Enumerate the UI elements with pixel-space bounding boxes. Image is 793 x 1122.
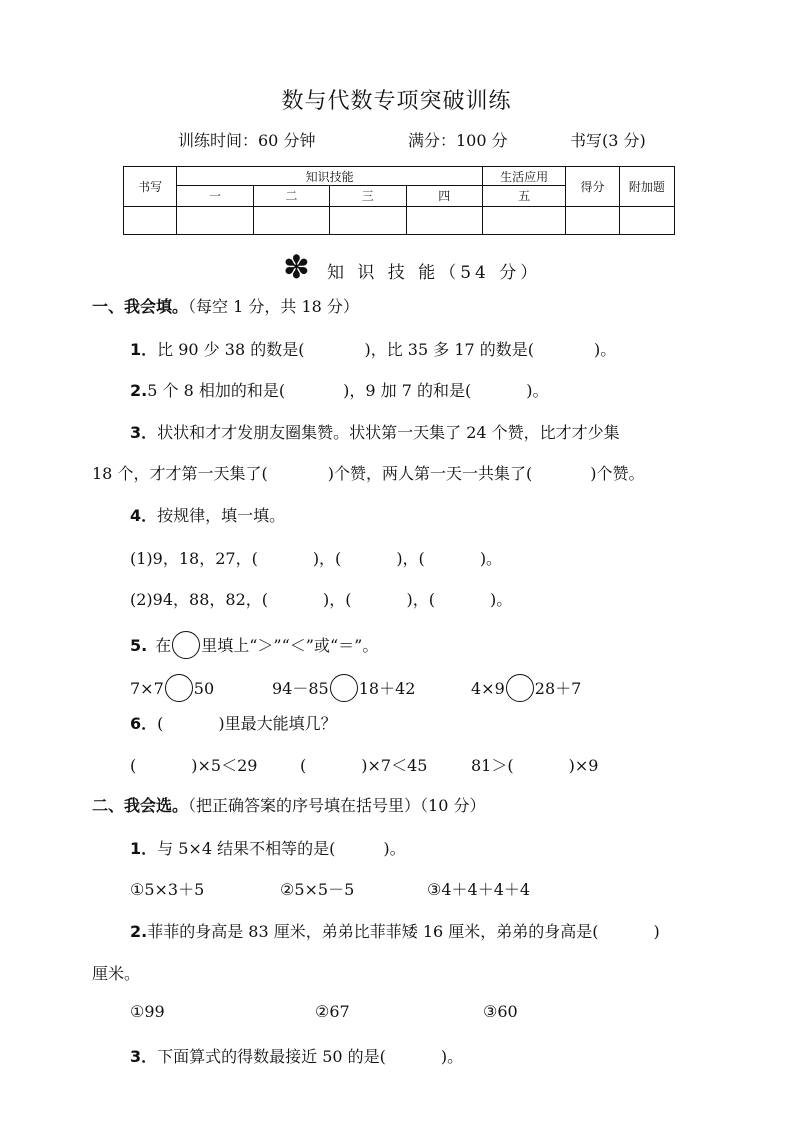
q1-item-1: 1．比 90 少 38 的数是( )，比 35 多 17 的数是( )。: [130, 340, 617, 359]
time-info: 训练时间：60 分钟: [178, 131, 316, 150]
score-cell[interactable]: [124, 206, 177, 234]
writing-info: 书写(3 分): [570, 131, 646, 150]
compare-circle[interactable]: [506, 674, 534, 702]
header-zhishi: 知识技能: [177, 167, 483, 186]
header-col-1: 一: [177, 186, 253, 206]
flower-icon: ✽: [283, 248, 310, 286]
header-fujia: 附加题: [619, 167, 674, 207]
score-cell[interactable]: [177, 206, 253, 234]
header-shenghuo: 生活应用: [482, 167, 565, 186]
q1-item-5: 5. 在 里填上“＞”“＜”或“＝”。: [130, 631, 378, 659]
score-cell[interactable]: [566, 206, 619, 234]
score-cell[interactable]: [619, 206, 674, 234]
header-col-2: 二: [253, 186, 329, 206]
q2-item-3: 3．下面算式的得数最接近 50 的是( )。: [130, 1047, 464, 1066]
compare-circle[interactable]: [165, 674, 193, 702]
worksheet-page: 数与代数专项突破训练 训练时间：60 分钟 满分：100 分 书写(3 分) 书写 知识技能 生活应用 得分 附加题 一 二 三 四 五 ✽ 知 识 技 能（54 分） 一、我会填。（每空 1 分，共 18 分） 1．比 90 少 38 的数是( )，比 35 多 17 的数是( )。 2.5 个 8 相加的和是( )，9 加 7 的和是( )。 3．状状和才才发朋友圈集赞。状状第一天集了 24 个赞，比才才少集 18 个，才才第一天集了( )个赞，两人第一天一共集了( )个赞。 4．按规律，填一填。 (1)9，18，27，( )，( )，( )。 (2)94，88，82，( )，( )，( )。 5. 在 里填上“＞”“＜”或“＝”。 7×7 50 94－85 18＋42 4×9 28＋7 6．( )里最大能填几？ ( )×5＜29 ( )×7＜45 81＞( )×9 二、我会选。（把正确答案的序号填在括号里）（10 分） 1．与 5×4 结果不相等的是( )。 ①5×3＋5 ②5×5－5 ③4＋4＋4＋4 2.菲菲的身高是 83 厘米，弟弟比菲菲矮 16 厘米，弟弟的身高是( ) 厘米。 ①99 ②67 ③60 3．下面算式的得数最接近 50 的是( )。: [0, 0, 793, 1122]
q1-item-3-cont: 18 个，才才第一天集了( )个赞，两人第一天一共集了( )个赞。: [92, 464, 645, 483]
q1-item-6-exprs: ( )×5＜29: [130, 756, 258, 775]
score-table: [123, 166, 675, 235]
q1-item-5-exprs: 7×7 50: [130, 674, 214, 702]
q2-heading: 二、我会选。（把正确答案的序号填在括号里）（10 分）: [92, 796, 486, 815]
q1-item-4-seq-1: (1)9，18，27，( )，( )，( )。: [130, 549, 503, 568]
q1-item-4-seq-2: (2)94，88，82，( )，( )，( )。: [130, 590, 513, 609]
full-score-info: 满分：100 分: [408, 131, 508, 150]
compare-circle[interactable]: [330, 674, 358, 702]
q1-item-6: 6．( )里最大能填几？: [130, 714, 337, 733]
q1-item-2: 2.5 个 8 相加的和是( )，9 加 7 的和是( )。: [130, 381, 549, 400]
page-title: 数与代数专项突破训练: [281, 89, 512, 114]
header-shuxie: 书写: [124, 167, 177, 207]
score-cell[interactable]: [330, 206, 406, 234]
section-label: 知 识 技 能（54 分）: [327, 263, 542, 283]
circle-blank-icon: [172, 631, 200, 659]
q2-item-1: 1．与 5×4 结果不相等的是( )。: [130, 839, 406, 858]
header-col-3: 三: [330, 186, 406, 206]
q2-item-2: 2.菲菲的身高是 83 厘米，弟弟比菲菲矮 16 厘米，弟弟的身高是( ): [130, 922, 660, 941]
q2-item-1-options: ①5×3＋5: [130, 880, 205, 899]
header-col-5: 五: [482, 186, 565, 206]
score-cell[interactable]: [482, 206, 565, 234]
score-cell[interactable]: [406, 206, 482, 234]
q2-item-2-options: ①99: [130, 1002, 165, 1021]
score-row: [124, 206, 675, 234]
q2-item-2-cont: 厘米。: [92, 964, 141, 983]
score-cell[interactable]: [253, 206, 329, 234]
q1-item-3: 3．状状和才才发朋友圈集赞。状状第一天集了 24 个赞，比才才少集: [130, 423, 620, 442]
q1-heading: 一、我会填。（每空 1 分，共 18 分）: [92, 297, 359, 316]
header-col-4: 四: [406, 186, 482, 206]
header-defen: 得分: [566, 167, 619, 207]
q1-item-4: 4．按规律，填一填。: [130, 506, 286, 525]
